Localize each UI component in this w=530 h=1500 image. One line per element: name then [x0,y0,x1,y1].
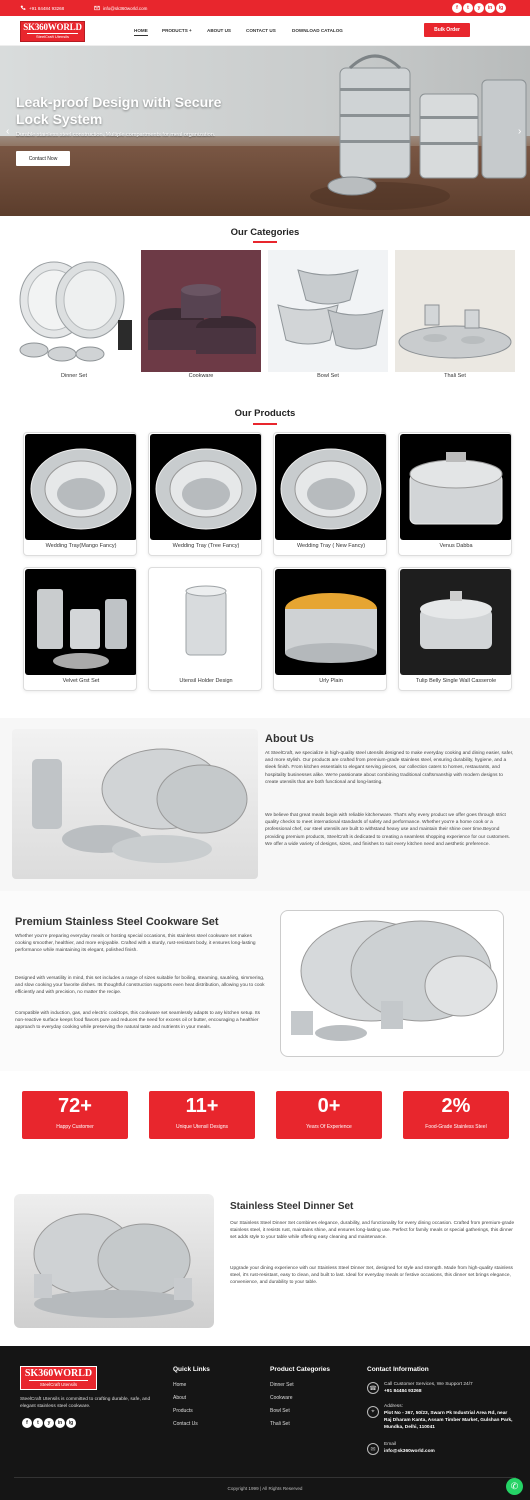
whatsapp-icon[interactable]: ✆ [506,1478,523,1495]
product-name: Velvet Grst Set [62,678,100,684]
footer-cat-dinner-set[interactable]: Dinner Set [270,1382,294,1388]
logo-tagline: SteelCraft Utensils [27,33,78,40]
facebook-icon[interactable]: f [452,3,462,13]
hero-next-arrow[interactable]: › [518,126,522,137]
hero-prev-arrow[interactable]: ‹ [6,126,10,137]
product-image [400,569,512,675]
category-card-cookware[interactable] [141,250,261,372]
product-name: Wedding Tray (Tree Fancy) [172,543,240,549]
stat-value: 72+ [58,1095,92,1117]
tiffin-illustration [300,46,530,216]
footer-link-contact[interactable]: Contact Us [173,1421,198,1427]
nav-about[interactable]: ABOUT US [207,28,231,33]
hero-subtitle: Durable stainless steel construction. Multiple compartments for meal organization. [16,132,216,138]
footer-instagram-icon[interactable]: ig [66,1418,76,1428]
stat-label: Unique Utensil Designs [176,1124,228,1130]
footer-youtube-icon[interactable]: y [44,1418,54,1428]
nav-home[interactable]: HOME [134,28,148,36]
product-name: Wedding Tray ( New Fancy) [296,543,366,549]
phone-icon [20,5,26,11]
footer-cat-bowl-set[interactable]: Bowl Set [270,1408,290,1414]
hero-banner [0,46,530,216]
categories-title: Our Categories [230,227,300,238]
dinner-set-title: Stainless Steel Dinner Set [230,1201,354,1212]
footer-link-about[interactable]: About [173,1395,187,1401]
topbar-phone: +91 84484 93268 [29,5,65,11]
stat-card [403,1091,509,1139]
topbar-email: info@sk360world.com [103,5,148,11]
navbar [0,16,530,46]
nav-contact[interactable]: CONTACT US [246,28,276,33]
products-underline [253,423,277,425]
product-card[interactable] [398,432,512,556]
stat-value: 0+ [317,1095,341,1117]
footer-link-products[interactable]: Products [173,1408,193,1414]
product-name: Wedding Tray(Mango Fancy) [45,543,117,549]
premium-title: Premium Stainless Steel Cookware Set [15,916,219,928]
stat-label: Happy Customer [56,1124,94,1130]
product-card[interactable] [148,567,262,691]
category-label[interactable]: Dinner Set [61,373,87,379]
footer-about: SteelCraft Utensils is committed to crafting durable, safe, and elegant stainless steel cookware. [20,1397,151,1409]
email-label: Email [384,1442,396,1447]
stat-card [276,1091,382,1139]
thali-set-image [395,250,515,372]
product-image [275,569,387,675]
copyright: Copyright 1999 | All Rights Reserved [227,1486,303,1491]
footer [0,1346,530,1500]
footer-logo[interactable] [20,1366,97,1390]
logo-name: SK360WORLD [23,22,82,32]
phone-contact[interactable] [20,5,64,11]
brand-logo[interactable] [20,21,85,42]
product-card[interactable] [148,432,262,556]
address-label: Address: [384,1404,403,1409]
footer-cat-cookware[interactable]: Cookware [270,1395,293,1401]
category-card-bowl-set[interactable] [268,250,388,372]
hero-title: Leak-proof Design with Secure Lock System [16,94,222,127]
product-card[interactable] [23,567,137,691]
mail-icon [94,5,100,11]
category-label[interactable]: Cookware [188,373,214,379]
about-image [12,729,258,879]
dinner-paragraph-2: Upgrade your dining experience with our Stainless Steel Dinner Set, designed for style and strength. Made from high-quality stainless steel, it's rust-resistant, easy to clean, and built to last. Ideal for everyday meals or festive occasions, this dinner set brings elegance, convenience, and durability to your table. [230,1266,513,1286]
footer-logo-name: SK360WORLD [24,1368,93,1379]
product-name: Urly Plain [319,678,343,684]
youtube-icon[interactable]: y [474,3,484,13]
product-image [275,434,387,540]
footer-twitter-icon[interactable]: t [33,1418,43,1428]
footer-facebook-icon[interactable]: f [22,1418,32,1428]
stat-value: 11+ [185,1095,219,1117]
stat-card [22,1091,128,1139]
product-image [150,434,262,540]
cookware-image [141,250,261,372]
stat-label: Food-Grade Stainless Steel [425,1124,487,1130]
category-card-dinner-set[interactable] [14,250,134,372]
product-name: Venus Dabba [439,543,473,549]
call-label: Call Customer Services, We Support 24/7 [384,1382,473,1387]
nav-products[interactable]: PRODUCTS + [162,28,192,33]
premium-paragraph-3: Compatible with induction, gas, and electric cooktops, this cookware set seamlessly adapts to any kitchen setup. Its non-reactive surface keeps food flavors pure and reduces the need for excess oil or butter, encouraging a healthier approach to everyday cooking while preserving the natural taste and nutrients in your meals. [15,1011,261,1031]
products-title: Our Products [234,408,296,419]
about-paragraph-2: We believe that great meals begin with reliable kitchenware. That's why every product we offer goes through strict quality checks to meet international standards of safety and performance. Whether you're a home cook or a professional chef, our steel utensils are built to withstand heavy use and maintain their shine over time.Beyond providing premium products, SteelCraft is dedicated to creating a seamless shopping experience for our customers. We offer a wide variety of designs, sizes, and finishes to suit every kitchen need and aesthetic preference. [265,813,511,847]
stat-label: Years Of Experience [306,1124,352,1130]
contact-info-title: Contact Information [367,1366,429,1373]
twitter-icon[interactable]: t [463,3,473,13]
top-bar [0,0,530,16]
footer-divider [14,1477,516,1478]
stat-card [149,1091,255,1139]
contact-now-button[interactable]: Contact Now [16,151,70,166]
categories-underline [253,241,277,243]
dinner-paragraph-1: Our Stainless Steel Dinner Set combines elegance, durability, and functionality for every dining occasion. Crafted from premium-grade stainless steel, it resists rust, maintains shine, and ensures long-lasting use. Perfect for family meals or special gatherings, this dinner set adds style to your table while offering easy cleaning and maintenance. [230,1221,515,1241]
call-value[interactable]: +91 84484 93268 [384,1389,422,1394]
product-name: Utensil Holder Design [179,678,233,684]
about-title: About Us [265,733,314,745]
category-label[interactable]: Bowl Set [317,373,339,379]
category-label[interactable]: Thali Set [444,373,466,379]
premium-paragraph-2: Designed with versatility in mind, this set includes a range of sizes suitable for boiling, steaming, sautéing, simmering, and slow cooking your favorite dishes. Its thoughtful construction supports even heat distribution, allowing you to cook efficiently and with precision, no matter the recipe. [15,976,265,996]
footer-cat-thali-set[interactable]: Thali Set [270,1421,290,1427]
bowl-set-image [268,250,388,372]
footer-link-home[interactable]: Home [173,1382,187,1388]
location-icon: ⌖ [367,1406,379,1418]
product-image [150,569,262,675]
email-value[interactable]: info@sk360world.com [384,1449,435,1454]
product-image [400,434,512,540]
product-card[interactable] [23,432,137,556]
product-name: Tulip Belly Single Wall Casserole [415,678,497,684]
phone-icon: ☎ [367,1382,379,1394]
mail-icon: ✉ [367,1443,379,1455]
product-image [25,569,137,675]
linkedin-icon[interactable]: in [485,3,495,13]
premium-paragraph-1: Whether you're preparing everyday meals or hosting special occasions, this stainless steel cookware set makes cooking smoother, healthier, and more enjoyable. Crafted with a sturdy, rust-resistant body, it ensures long-lasting performance while maintaining its elegant, polished finish. [15,934,256,954]
product-card[interactable] [273,432,387,556]
nav-download-catalog[interactable]: DOWNLOAD CATALOG [292,28,343,33]
instagram-icon[interactable]: ig [496,3,506,13]
category-card-thali-set[interactable] [395,250,515,372]
product-categories-title: Product Categories [270,1366,330,1373]
dinner-set-image [14,1194,214,1328]
product-card[interactable] [398,567,512,691]
stat-value: 2% [441,1095,471,1117]
address-value: Plot No - 367, 50/23, Swarn Pk Industrial Area Rd, near Raj Dharam Kanta, Assam Timber Market, Gulshan Park, Mundka, Delhi, 110041 [384,1411,513,1430]
about-paragraph-1: At SteelCraft, we specialize in high-quality steel utensils designed to make everyday cooking and dining easier, safer, and more stylish. Our products are crafted from premium-grade stainless steel, ensuring durability, hygiene, and a sleek finish. From kitchen essentials to elegant serving pieces, our collection caters to homes, restaurants, and hospitality businesses alike. We're passionate about combining traditional craftsmanship with modern designs to create utensils that are both functional and long-lasting. [265,751,514,785]
email-contact[interactable] [94,5,147,11]
premium-image [280,910,504,1057]
product-image [25,434,137,540]
product-card[interactable] [273,567,387,691]
quick-links-title: Quick Links [173,1366,210,1373]
footer-logo-tagline: SteelCraft Utensils [29,1380,88,1388]
footer-linkedin-icon[interactable]: in [55,1418,65,1428]
dinner-set-image [14,250,134,372]
bulk-order-button[interactable]: Bulk Order [424,23,470,37]
